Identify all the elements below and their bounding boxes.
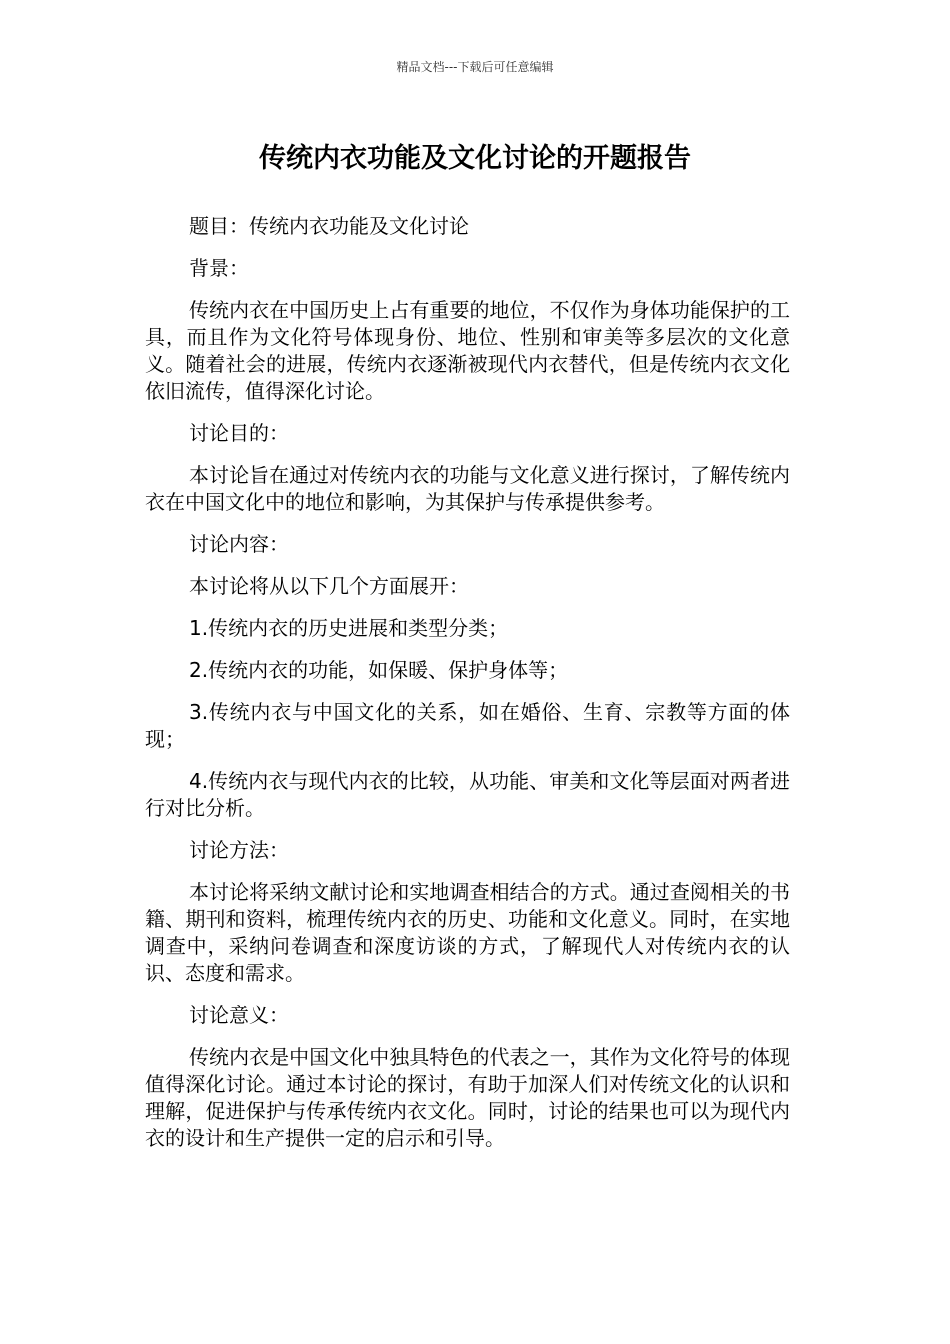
topic-line: 题目：传统内衣功能及文化讨论 [189,214,469,238]
section-heading-content: 讨论内容： [189,532,289,556]
section-heading-purpose: 讨论目的： [189,421,289,445]
significance-paragraph: 传统内衣是中国文化中独具特色的代表之一，其作为文化符号的体现值得深化讨论。通过本讨论的探讨，有助于加深人们对传统文化的认识和理解，促进保护与传承传统内衣文化。同时，讨论的结果也可以为现代内衣的设计和生产提供一定的启示和引导。 [145,1045,790,1150]
content-item-4: 4.传统内衣与现代内衣的比较，从功能、审美和文化等层面对两者进行对比分析。 [145,769,790,820]
document-body [145,213,790,1167]
header-note: 精品文档---下载后可任意编辑 [396,60,554,74]
section-heading-significance: 讨论意义： [189,1003,289,1027]
background-paragraph: 传统内衣在中国历史上占有重要的地位，不仅作为身体功能保护的工具，而且作为文化符号体现身份、地位、性别和审美等多层次的文化意义。随着社会的进展，传统内衣逐渐被现代内衣替代，但是传统内衣文化依旧流传，值得深化讨论。 [145,298,790,403]
document-title: 传统内衣功能及文化讨论的开题报告 [259,143,691,174]
content-intro: 本讨论将从以下几个方面展开： [189,574,469,598]
purpose-paragraph: 本讨论旨在通过对传统内衣的功能与文化意义进行探讨，了解传统内衣在中国文化中的地位和影响，为其保护与传承提供参考。 [145,463,790,514]
content-item-2: 2.传统内衣的功能，如保暖、保护身体等； [189,658,569,682]
content-item-3: 3.传统内衣与中国文化的关系，如在婚俗、生育、宗教等方面的体现； [145,700,790,751]
section-heading-background: 背景： [189,256,249,280]
method-paragraph: 本讨论将采纳文献讨论和实地调查相结合的方式。通过查阅相关的书籍、期刊和资料，梳理传统内衣的历史、功能和文化意义。同时，在实地调查中，采纳问卷调查和深度访谈的方式，了解现代人对传统内衣的认识、态度和需求。 [145,880,790,985]
content-item-1: 1.传统内衣的历史进展和类型分类； [189,616,509,640]
section-heading-method: 讨论方法： [189,838,289,862]
